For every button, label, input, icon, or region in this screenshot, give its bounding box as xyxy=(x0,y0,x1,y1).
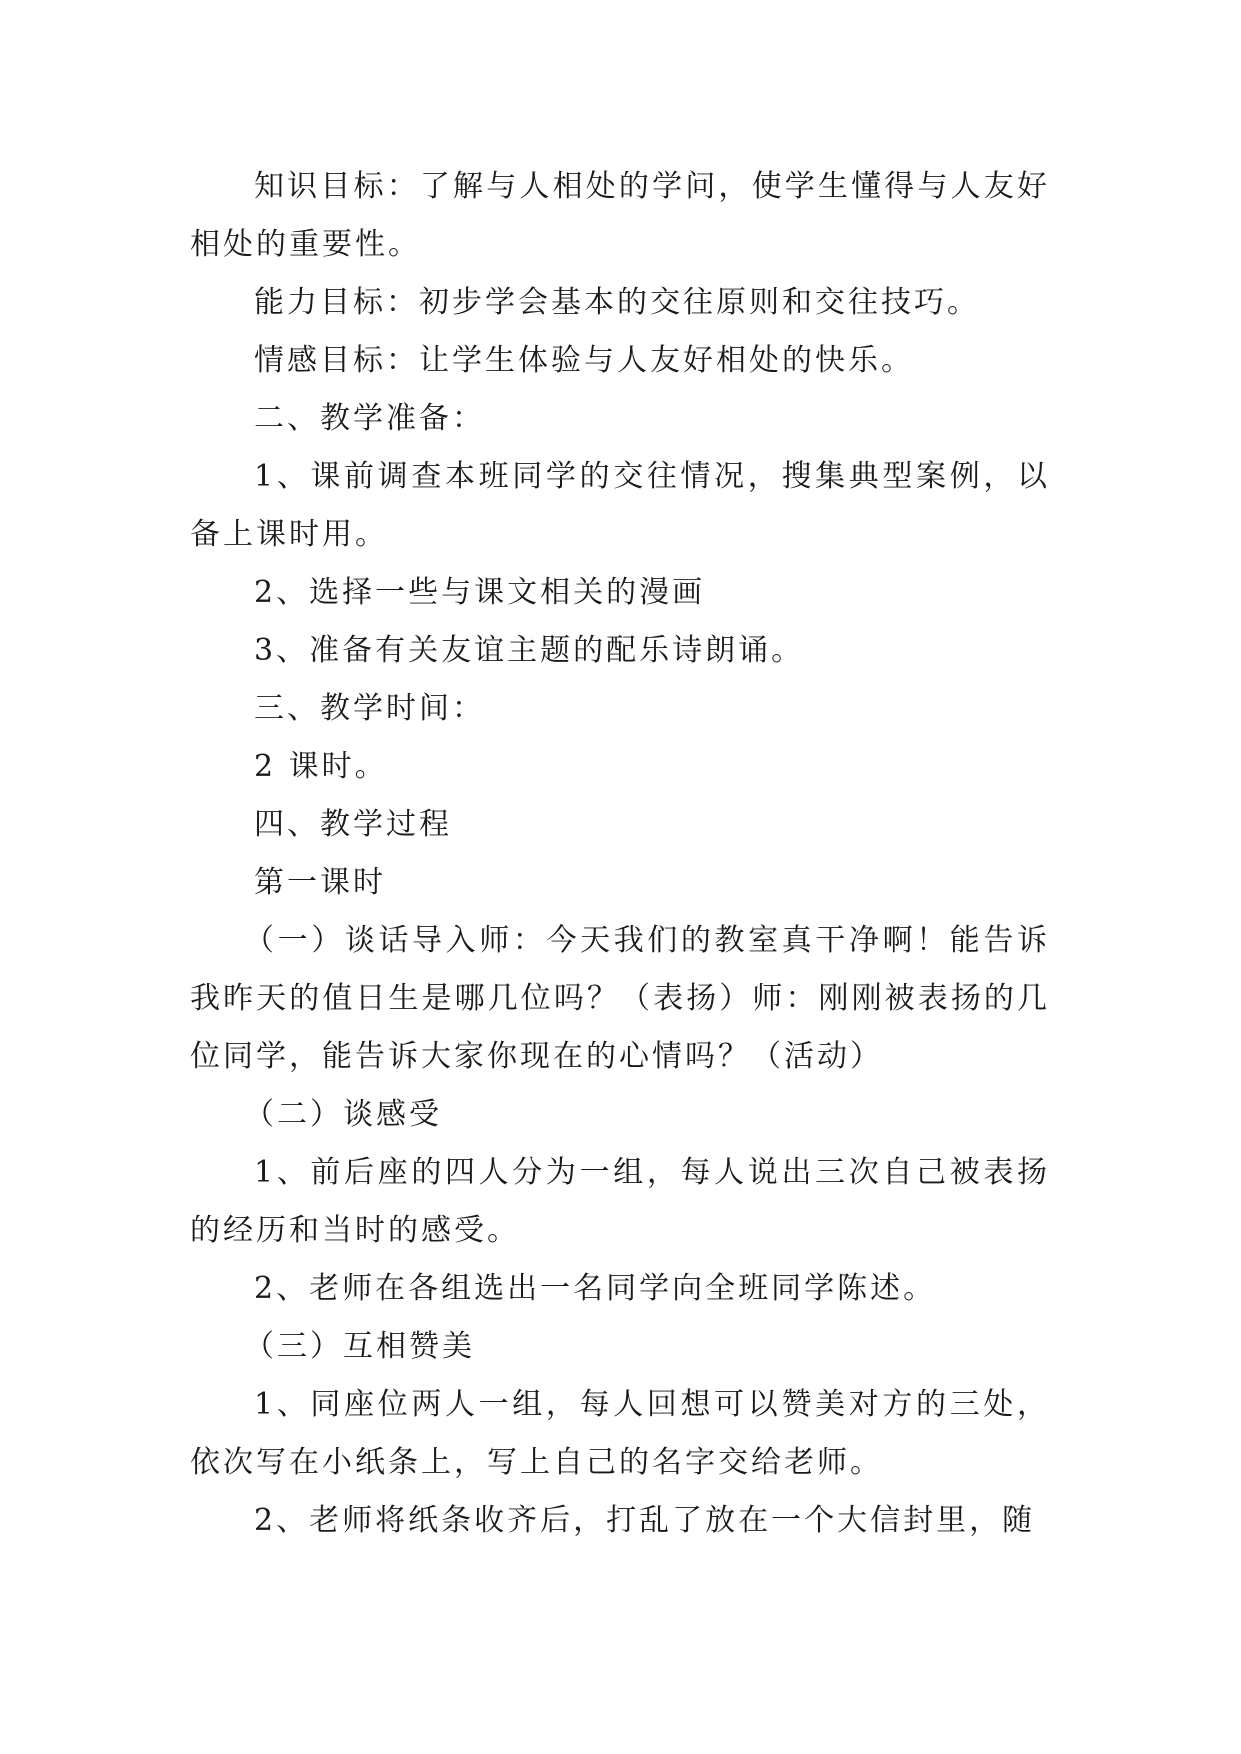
paragraph-class-hours: 2 课时。 xyxy=(254,749,388,784)
paragraph-prep-2: 2、选择一些与课文相关的漫画 xyxy=(254,575,706,610)
paragraph-prep-3: 3、准备有关友谊主题的配乐诗朗诵。 xyxy=(254,633,805,668)
paragraph-section-1: （一）谈话导入师：今天我们的教室真干净啊！能告诉我昨天的值日生是哪几位吗？（表扬）师：刚刚被表扬的几位同学，能告诉大家你现在的心情吗？（活动） xyxy=(190,923,1050,1074)
paragraph-section-3-item-2: 2、老师将纸条收齐后，打乱了放在一个大信封里，随 xyxy=(254,1503,1036,1538)
heading-teaching-time: 三、教学时间： xyxy=(254,691,485,726)
document-body xyxy=(190,158,1050,1550)
paragraph-section-3-item-1: 1、同座位两人一组，每人回想可以赞美对方的三处，依次写在小纸条上，写上自己的名字交给老师。 xyxy=(190,1387,1050,1480)
paragraph-prep-1: 1、课前调查本班同学的交往情况，搜集典型案例，以备上课时用。 xyxy=(190,459,1050,552)
heading-section-2: （二）谈感受 xyxy=(244,1097,442,1132)
paragraph-section-2-item-1: 1、前后座的四人分为一组，每人说出三次自己被表扬的经历和当时的感受。 xyxy=(190,1155,1050,1248)
paragraph-emotion-goal: 情感目标：让学生体验与人友好相处的快乐。 xyxy=(254,343,914,378)
heading-teaching-preparation: 二、教学准备： xyxy=(254,401,485,436)
heading-section-3: （三）互相赞美 xyxy=(244,1329,475,1364)
heading-teaching-process: 四、教学过程 xyxy=(254,807,452,842)
paragraph-ability-goal: 能力目标：初步学会基本的交往原则和交往技巧。 xyxy=(254,285,980,320)
paragraph-section-2-item-2: 2、老师在各组选出一名同学向全班同学陈述。 xyxy=(254,1271,937,1306)
heading-first-lesson: 第一课时 xyxy=(254,865,386,900)
paragraph-knowledge-goal: 知识目标：了解与人相处的学问，使学生懂得与人友好相处的重要性。 xyxy=(190,169,1050,262)
